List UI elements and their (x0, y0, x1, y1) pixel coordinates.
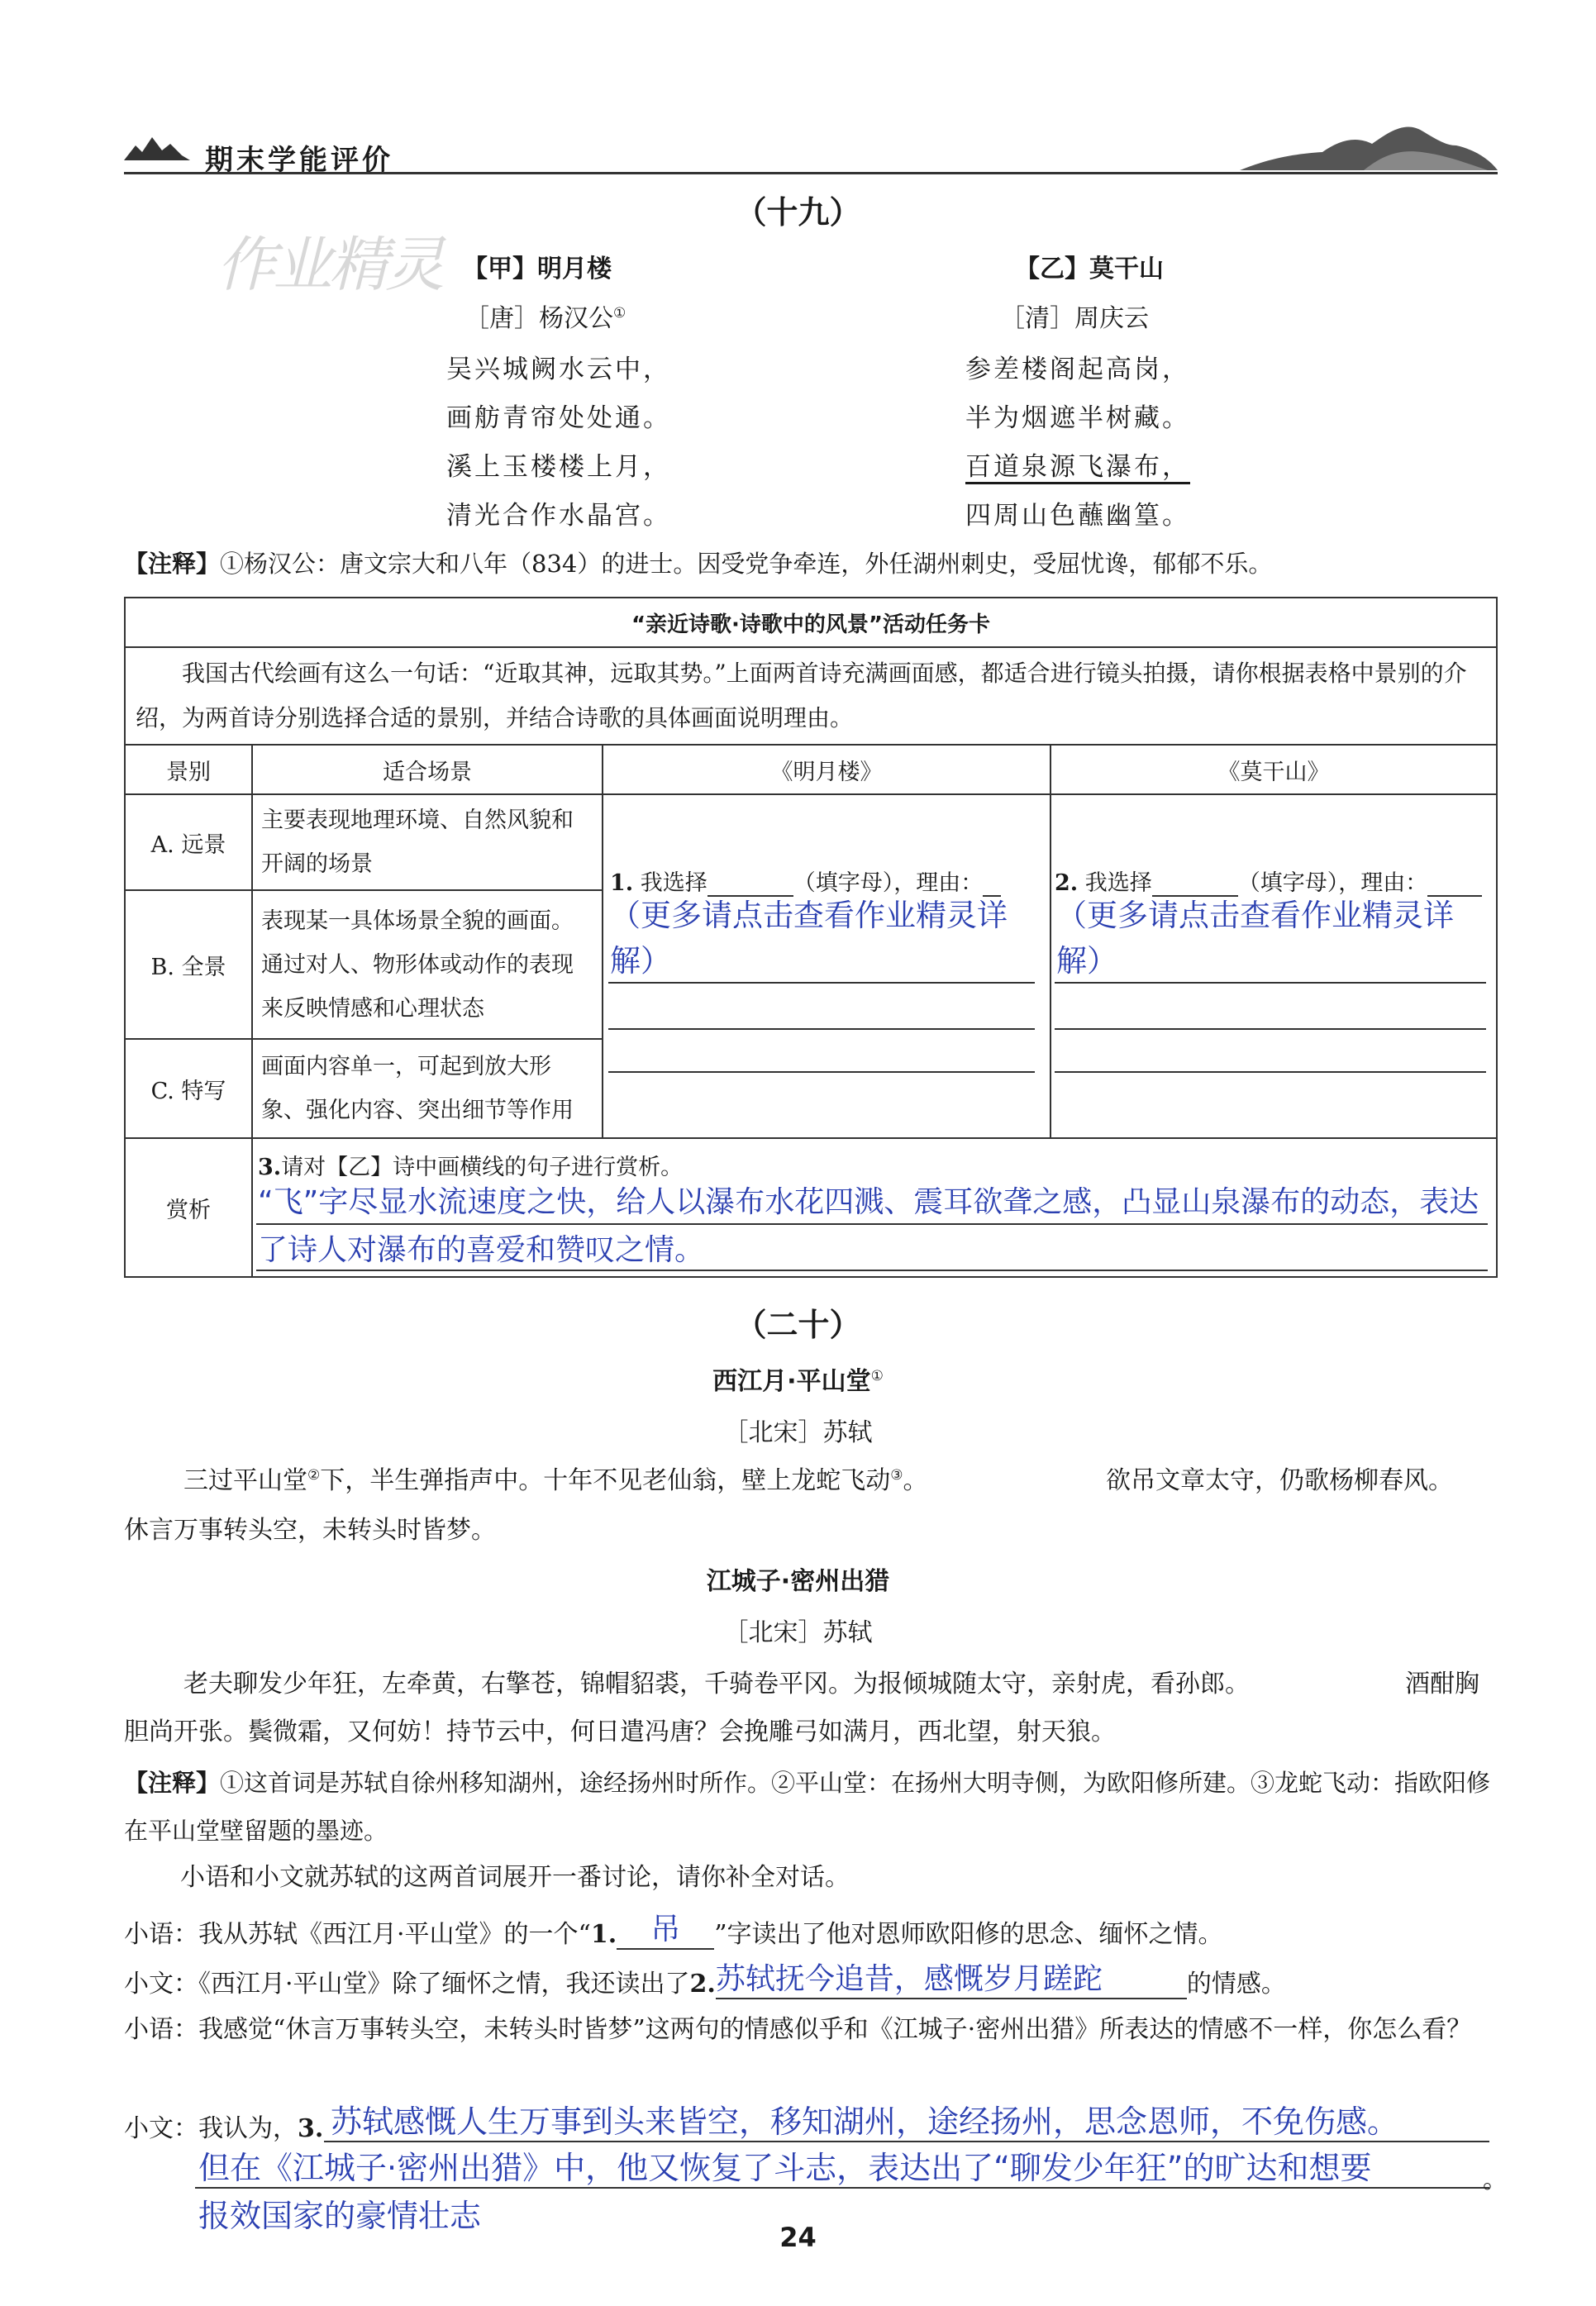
shot-b: B. 全景 (125, 890, 252, 1039)
watermark: 作业精灵 (217, 230, 442, 299)
poem1-line2: 休言万事转头空，未转头时皆梦。 (124, 1516, 496, 1545)
dialog-line-2: 小文：《西江月·平山堂》除了缅怀之情，我还读出了2.苏轼抚今追昔，感慨岁月蹉跎 的情感。 (124, 1956, 1286, 1999)
poem-a-line: 吴兴城阙水云中， (446, 355, 671, 384)
poem-b-line: 参差楼阁起高岗， (965, 355, 1190, 384)
shot-c-desc: 画面内容单一，可起到放大形象、强化内容、突出细节等作用 (252, 1039, 603, 1138)
q1-handwritten-answer: （更多请点击查看作业精灵详解） (610, 898, 1008, 979)
header-scene: 适合场景 (252, 745, 603, 794)
q2-prompt: 2. 我选择 （填字母），理由： (1055, 865, 1482, 897)
section-19-heading: （十九） (735, 194, 861, 231)
mountain-right-icon (1240, 116, 1498, 172)
header-poem-b: 《莫干山》 (1051, 745, 1497, 794)
note-text: ①杨汉公：唐文宗大和八年（834）的进士。因受党争牵连，外任湖州刺史，受屈忧谗，郁郁不乐。 (220, 550, 1273, 578)
poem-a-line: 溪上玉楼楼上月， (446, 452, 671, 482)
poem2-line2: 胆尚开张。鬓微霜，又何妨！持节云中，何日遣冯唐？会挽雕弓如满月，西北望，射天狼。 (124, 1718, 1116, 1746)
answer-3-period: 。 (1483, 2165, 1508, 2194)
poem-b-line: 半为烟遮半树藏。 (965, 403, 1190, 433)
card-title: “亲近诗歌·诗歌中的风景”活动任务卡 (125, 598, 1497, 647)
dialog-line-1: 小语：我从苏轼《西江月·平山堂》的一个“1. 吊 ”字读出了他对恩师欧阳修的思念、缅怀之情。 (124, 1906, 1223, 1950)
q1-answer-line (608, 1071, 1035, 1073)
poem-b-author: ［清］周庆云 (1000, 304, 1149, 333)
dialog-intro: 小语和小文就苏轼的这两首词展开一番讨论，请你补全对话。 (180, 1863, 850, 1892)
shot-b-desc: 表现某一具体场景全貌的画面。通过对人、物形体或动作的表现来反映情感和心理状态 (252, 890, 603, 1039)
poem-b-title: 【乙】莫干山 (1015, 255, 1164, 283)
q2-handwritten-answer: （更多请点击查看作业精灵详解） (1056, 898, 1454, 979)
q1-answer-line (608, 1028, 1035, 1030)
poem-a-title: 【甲】明月楼 (463, 255, 612, 283)
q2-answer-line (1055, 1028, 1486, 1030)
q3-answer-line (256, 1270, 1488, 1271)
mountain-left-icon (124, 132, 190, 162)
poem-a-body (446, 345, 671, 541)
poem1-line1: 三过平山堂②下，半生弹指声中。十年不见老仙翁，壁上龙蛇飞动③。 (183, 1466, 928, 1495)
poem-b-body (965, 345, 1190, 541)
answer-3-line-2: 但在《江城子·密州出猎》中，他又恢复了斗志，表达出了“聊发少年狂”的旷达和想要 (198, 2150, 1372, 2186)
header-shot: 景别 (125, 745, 252, 794)
answer-3-line-1: 苏轼感慨人生万事到头来皆空，移知湖州，途经扬州，思念恩师，不免伤感。 (331, 2104, 1399, 2140)
poem1-author: ［北宋］苏轼 (723, 1418, 873, 1447)
poem-a-author: ［唐］杨汉公① (465, 304, 626, 333)
q3-handwritten-answer: “飞”字尽显水流速度之快，给人以瀑布水花四溅、震耳欲聋之感，凸显山泉瀑布的动态，表达了诗人对瀑布的喜爱和赞叹之情。 (258, 1185, 1479, 1267)
shot-a-desc: 主要表现地理环境、自然风貌和开阔的场景 (252, 794, 603, 890)
poem-b-line-underlined: 百道泉源飞瀑布， (965, 452, 1190, 482)
answer-3-line-3: 报效国家的豪情壮志 (198, 2198, 482, 2234)
poem-a-line: 画舫青帘处处通。 (446, 403, 671, 433)
q1-prompt: 1. 我选择 （填字母），理由： (610, 865, 1001, 897)
shot-c: C. 特写 (125, 1039, 252, 1138)
header-poem-a: 《明月楼》 (603, 745, 1051, 794)
poem1-line1-end: 欲吊文章太守，仍歌杨柳春风。 (1106, 1466, 1453, 1495)
q3-answer-line (256, 1223, 1488, 1225)
poem2-title: 江城子·密州出猎 (706, 1567, 890, 1596)
shot-a: A. 远景 (125, 794, 252, 890)
q3-prompt: 3.请对【乙】诗中画横线的句子进行赏析。 (258, 1155, 684, 1180)
q1-answer-line (608, 982, 1035, 984)
dialog-line-4: 小文：我认为，3. (124, 2114, 324, 2143)
note-20: 【注释】①这首词是苏轼自徐州移知湖州，途经扬州时所作。②平山堂：在扬州大明寺侧，为欧阳修所建。③龙蛇飞动：指欧阳修在平山堂壁留题的墨迹。 (124, 1769, 1491, 1845)
poem-a-line: 清光合作水晶宫。 (446, 501, 671, 531)
header-title: 期末学能评价 (205, 144, 393, 177)
dialog-line-3: 小语：我感觉“休言万事转头空，未转头时皆梦”这两句的情感似乎和《江城子·密州出猎》所表达的情感不一样，你怎么看？ (124, 2015, 1472, 2044)
note-19 (124, 546, 1272, 579)
poem2-line1: 老夫聊发少年狂，左牵黄，右擎苍，锦帽貂裘，千骑卷平冈。为报倾城随太守，亲射虎，看孙郎。 (183, 1670, 1250, 1699)
appreciation-label: 赏析 (125, 1138, 252, 1277)
poem2-author: ［北宋］苏轼 (723, 1618, 873, 1647)
answer-blank-1[interactable]: 吊 (617, 1906, 714, 1950)
q2-answer-line (1055, 982, 1486, 984)
card-intro: 我国古代绘画有这么一句话：“近取其神，远取其势。”上面两首诗充满画面感，都适合进行镜头拍摄，请你根据表格中景别的介绍，为两首诗分别选择合适的景别，并结合诗歌的具体画面说明理由。 (125, 647, 1497, 745)
answer-3-rule (195, 2187, 1489, 2189)
poem1-title: 西江月·平山堂① (712, 1367, 884, 1396)
answer-blank-2[interactable]: 苏轼抚今追昔，感慨岁月蹉跎 (716, 1956, 1187, 1999)
q2-answer-line (1055, 1071, 1486, 1073)
note-label: 【注释】 (124, 550, 221, 578)
section-20-heading: （二十） (735, 1307, 861, 1343)
poem-b-line: 四周山色蘸幽篁。 (965, 501, 1190, 531)
header-rule (124, 172, 1498, 174)
page-number: 24 (779, 2222, 817, 2253)
poem2-line1-end: 酒酣胸 (1405, 1670, 1479, 1699)
